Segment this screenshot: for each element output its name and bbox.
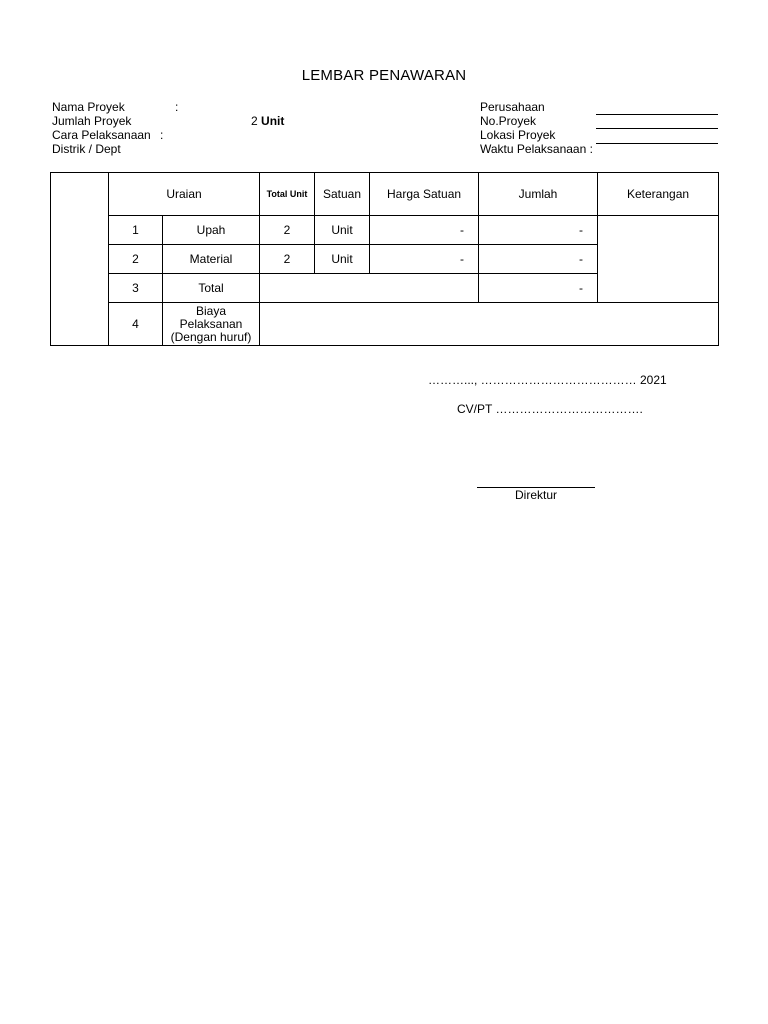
row-harga: - bbox=[370, 216, 479, 245]
jumlah-value: 2 bbox=[251, 114, 258, 128]
keterangan-cell bbox=[598, 216, 719, 303]
total-empty-cell bbox=[260, 274, 479, 303]
no-proyek-fill-line bbox=[596, 128, 718, 129]
row-jumlah: - bbox=[479, 274, 598, 303]
table-row bbox=[51, 216, 719, 245]
cara-pelaksanaan-label: Cara Pelaksanaan bbox=[52, 128, 151, 142]
header-uraian: Uraian bbox=[109, 173, 260, 216]
row-harga: - bbox=[370, 245, 479, 274]
row-no: 4 bbox=[109, 303, 163, 346]
terbilang-cell bbox=[260, 303, 719, 346]
header-total-unit: Total Unit bbox=[260, 173, 315, 216]
company-line: CV/PT ………………………………. bbox=[457, 402, 643, 416]
perusahaan-label: Perusahaan bbox=[480, 100, 545, 114]
row-total-unit: 2 bbox=[260, 216, 315, 245]
document-title: LEMBAR PENAWARAN bbox=[301, 67, 467, 84]
waktu-pelaksanaan-label: Waktu Pelaksanaan : bbox=[480, 142, 593, 156]
nama-proyek-colon: : bbox=[175, 100, 179, 114]
jumlah-proyek-value bbox=[251, 114, 284, 128]
header-keterangan: Keterangan bbox=[598, 173, 719, 216]
nama-proyek-label: Nama Proyek bbox=[52, 100, 125, 114]
place-date-line: ………..., ………………………………… 2021 bbox=[428, 373, 667, 387]
header-jumlah: Jumlah bbox=[479, 173, 598, 216]
header-harga-satuan: Harga Satuan bbox=[370, 173, 479, 216]
perusahaan-fill-line bbox=[596, 114, 718, 115]
lokasi-proyek-fill-line bbox=[596, 143, 718, 144]
lokasi-proyek-label: Lokasi Proyek bbox=[480, 128, 556, 142]
offer-table bbox=[50, 172, 719, 346]
row-satuan: Unit bbox=[315, 216, 370, 245]
signer-role: Direktur bbox=[514, 488, 557, 502]
row-no: 3 bbox=[109, 274, 163, 303]
row-uraian: Material bbox=[163, 245, 260, 274]
jumlah-proyek-label: Jumlah Proyek bbox=[52, 114, 132, 128]
table-row bbox=[51, 303, 719, 346]
no-proyek-label: No.Proyek bbox=[480, 114, 537, 128]
row-total-unit: 2 bbox=[260, 245, 315, 274]
header-satuan: Satuan bbox=[315, 173, 370, 216]
uraian-line-3: (Dengan huruf) bbox=[170, 329, 252, 344]
row-jumlah: - bbox=[479, 216, 598, 245]
row-uraian: Total bbox=[163, 274, 260, 303]
row-satuan: Unit bbox=[315, 245, 370, 274]
uraian-line-1: Biaya bbox=[195, 303, 227, 318]
cara-pelaksanaan-colon: : bbox=[160, 128, 164, 142]
row-no: 2 bbox=[109, 245, 163, 274]
uraian-line-2: Pelaksanan bbox=[179, 316, 243, 331]
jumlah-unit: Unit bbox=[261, 114, 285, 128]
distrik-label: Distrik / Dept bbox=[52, 142, 121, 156]
row-uraian: Upah bbox=[163, 216, 260, 245]
row-no: 1 bbox=[109, 216, 163, 245]
left-margin-cell bbox=[51, 173, 109, 346]
row-uraian-biaya bbox=[163, 303, 260, 346]
row-jumlah: - bbox=[479, 245, 598, 274]
